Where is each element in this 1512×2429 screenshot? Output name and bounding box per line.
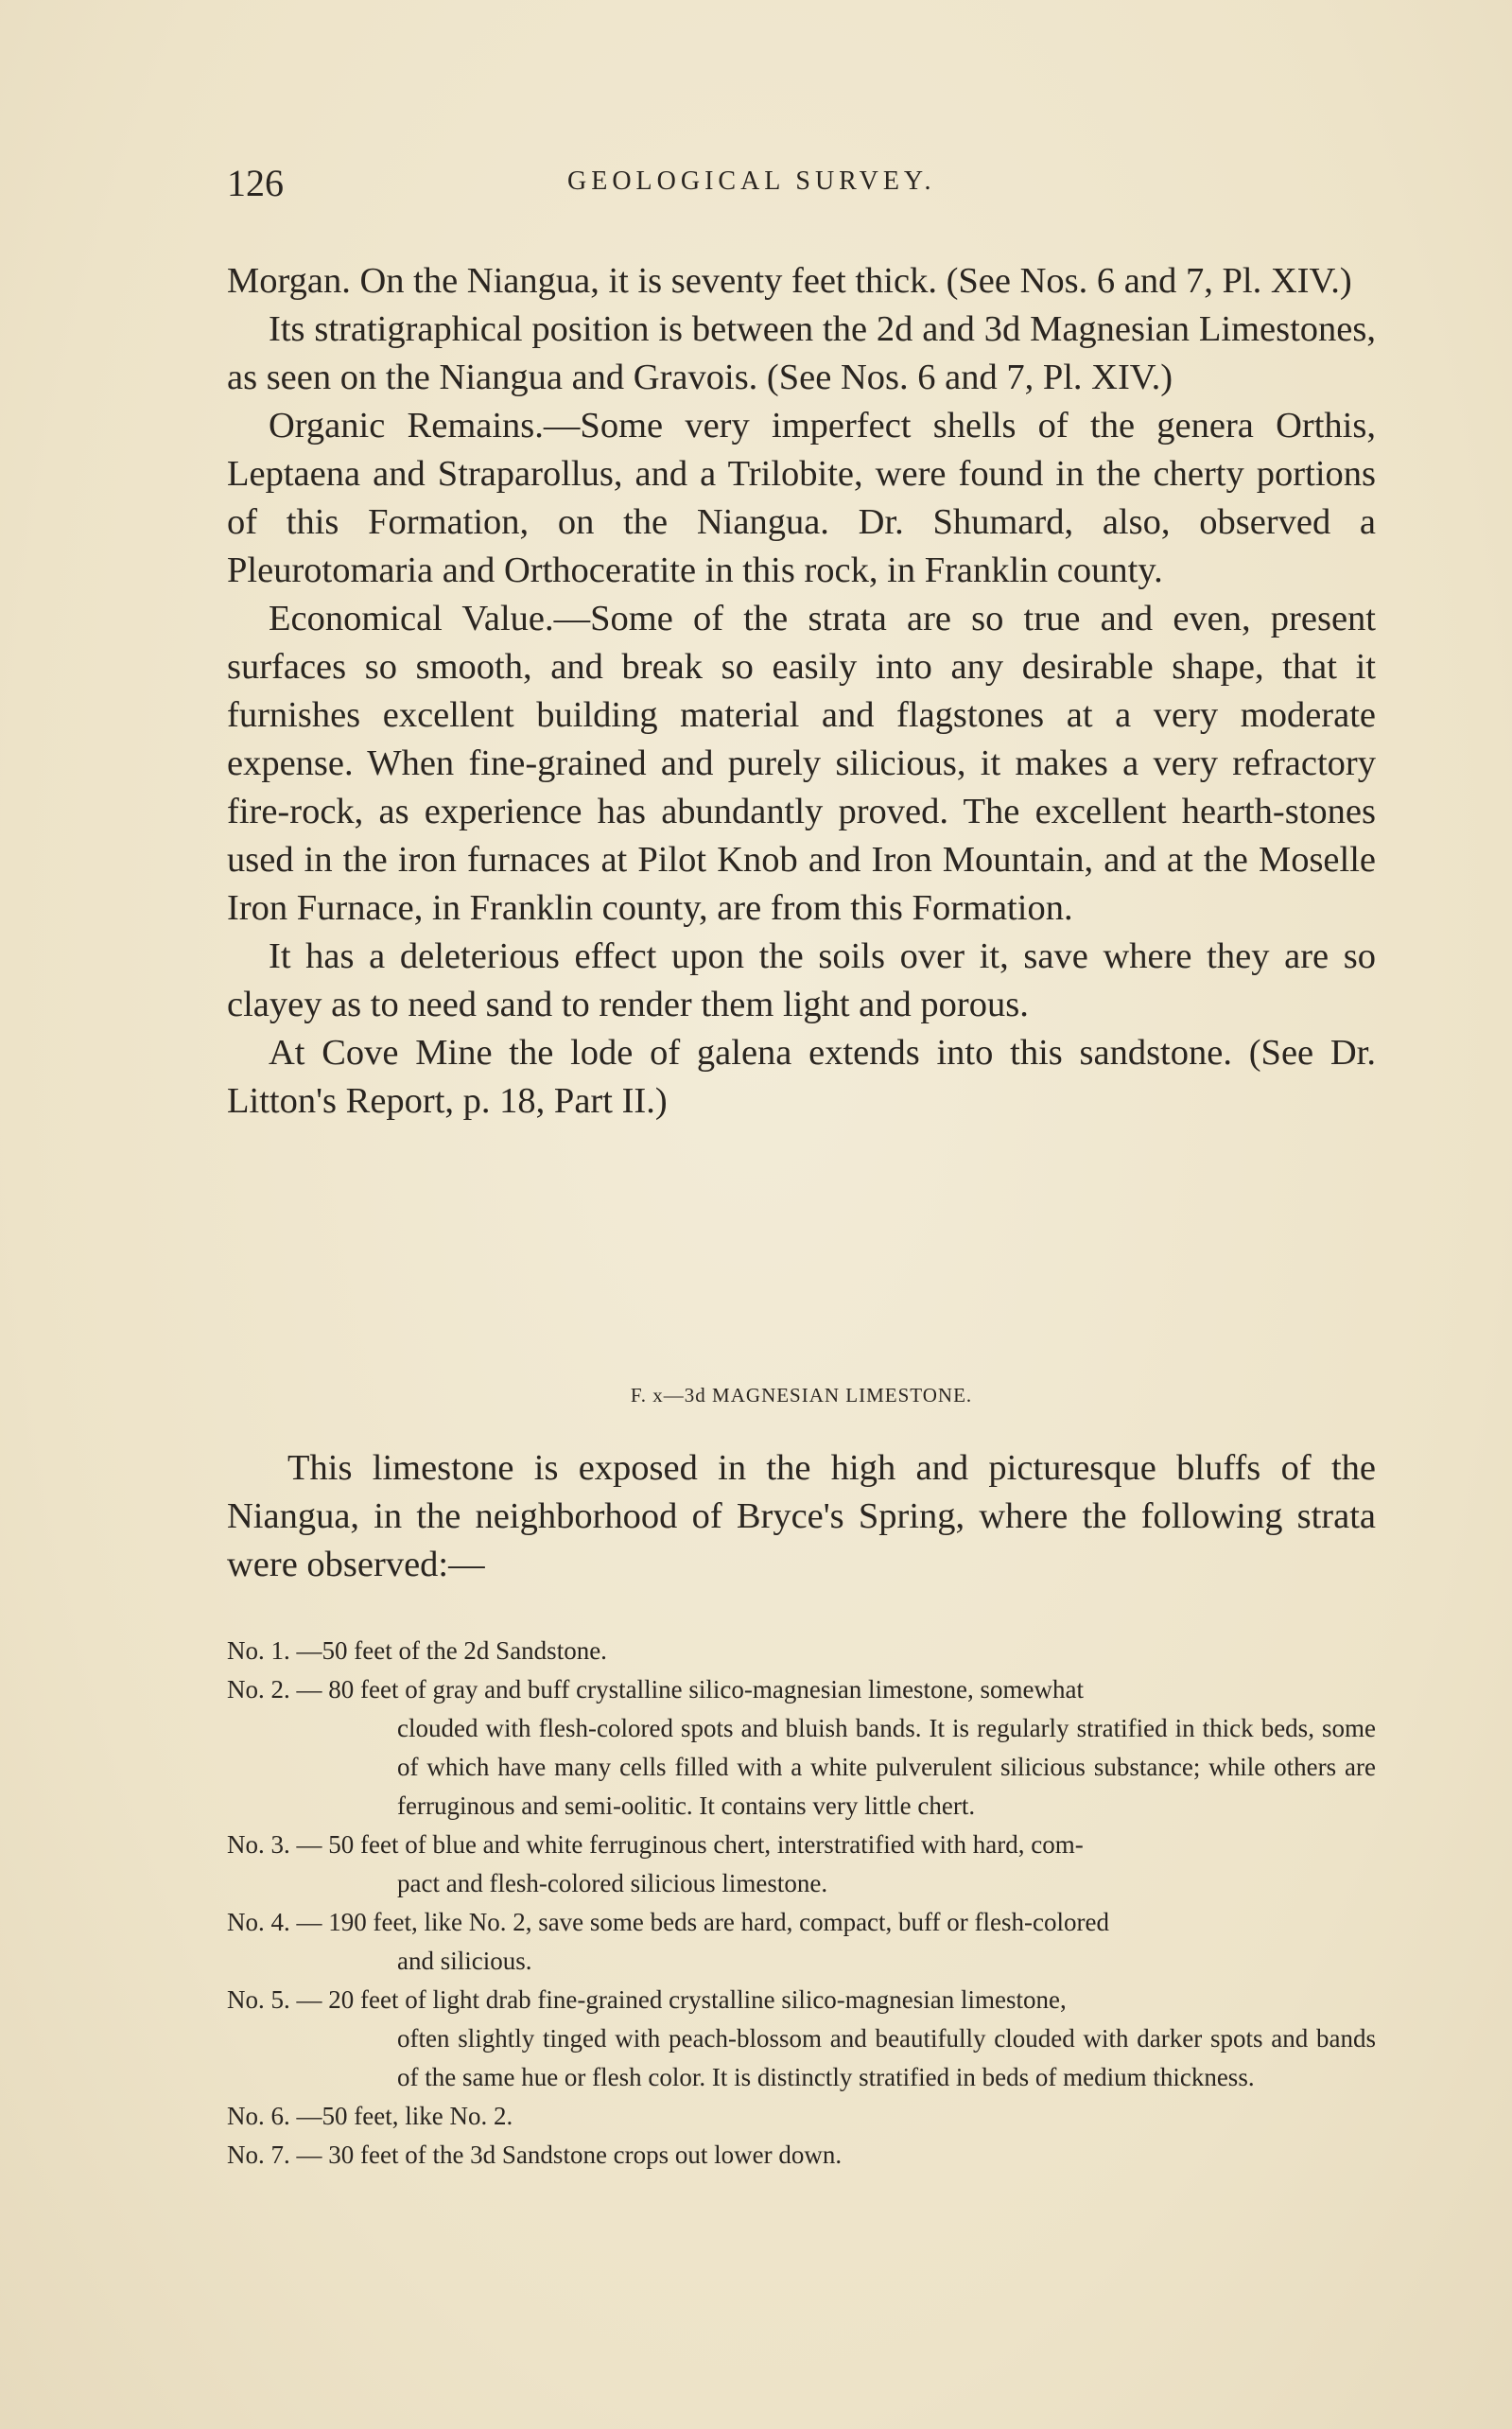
stratum-text-continued: pact and flesh-colored silicious limestone. — [397, 1869, 828, 1897]
stratum-label: No. 6. — [227, 2102, 290, 2130]
stratum-text: 80 feet of gray and buff crystalline silico-magnesian limestone, somewhat — [328, 1675, 1085, 1704]
strata-list — [227, 1632, 1376, 2175]
paragraph-economical-value: Economical Value.—Some of the strata are so true and even, present surfaces so smooth, and break so easily into any desirable shape, that it furnishes excellent building material and flagstones at a very moderate expense. When fine-grained and purely silicious, it makes a very refractory fire-rock, as experience has abundantly proved. The excellent hearth-stones used in the iron furnaces at Pilot Knob and Iron Mountain, and at the Moselle Iron Furnace, in Franklin county, are from this Formation. — [227, 599, 1376, 928]
section-intro — [227, 1444, 1376, 1589]
stratum-label: No. 7. — [227, 2141, 290, 2169]
page-header — [227, 161, 1376, 208]
stratum-text-continued: often slightly tinged with peach-blossom and beautifully clouded with darker spots and bands of the same hue or flesh color. It is distinctly stratified in beds of medium thickness. — [397, 2024, 1376, 2091]
stratum-label: No. 4. — [227, 1908, 290, 1936]
stratum-1: No. 1. — 50 feet of the 2d Sandstone. — [227, 1632, 1376, 1670]
stratum-4: No. 4. — 190 feet, like No. 2, save some beds are hard, compact, buff or flesh-colored and silicious. — [227, 1903, 1376, 1981]
stratum-text: 50 feet of blue and white ferruginous chert, interstratified with hard, com- — [328, 1830, 1084, 1859]
stratum-label: No. 2. — [227, 1675, 290, 1704]
paragraph-6: At Cove Mine the lode of galena extends into this sandstone. (See Dr. Litton's Report, p. 18, Part II.) — [227, 1033, 1376, 1121]
stratum-2: No. 2. — 80 feet of gray and buff crystalline silico-magnesian limestone, somewhat clouded with flesh-colored spots and bluish bands. It is regularly stratified in thick beds, some of which have many cells filled with a white pulverulent silicious substance; while others are ferruginous and semi-oolitic. It contains very little chert. — [227, 1670, 1376, 1826]
paragraph-5: It has a deleterious effect upon the soils over it, save where they are so clayey as to need sand to render them light and porous. — [227, 936, 1376, 1024]
section-intro-text: This limestone is exposed in the high and picturesque bluffs of the Niangua, in the neighborhood of Bryce's Spring, where the following strata were observed:— — [227, 1448, 1376, 1584]
section-heading: F. x—3d MAGNESIAN LIMESTONE. — [630, 1384, 973, 1407]
stratum-text: 30 feet of the 3d Sandstone crops out lower down. — [328, 2141, 843, 2169]
stratum-text: 50 feet, like No. 2. — [322, 2102, 513, 2130]
stratum-label: No. 3. — [227, 1830, 290, 1859]
stratum-text: 50 feet of the 2d Sandstone. — [322, 1636, 607, 1665]
paragraph-1: Morgan. On the Niangua, it is seventy feet thick. (See Nos. 6 and 7, Pl. XIV.) — [227, 261, 1352, 301]
stratum-5: No. 5. — 20 feet of light drab fine-grained crystalline silico-magnesian limestone, often slightly tinged with peach-blossom and beautifully clouded with darker spots and bands of the same hue or flesh color. It is distinctly stratified in beds of medium thickness. — [227, 1981, 1376, 2097]
stratum-label: No. 1. — [227, 1636, 290, 1665]
stratum-3: No. 3. — 50 feet of blue and white ferruginous chert, interstratified with hard, com- pact and flesh-colored silicious limestone. — [227, 1826, 1376, 1903]
stratum-6: No. 6. — 50 feet, like No. 2. — [227, 2097, 1376, 2136]
stratum-7: No. 7. — 30 feet of the 3d Sandstone crops out lower down. — [227, 2136, 1376, 2175]
stratum-text-continued: clouded with flesh-colored spots and bluish bands. It is regularly stratified in thick beds, some of which have many cells filled with a white pulverulent silicious substance; while others are ferruginous and semi-oolitic. It contains very little chert. — [397, 1714, 1376, 1820]
paragraph-organic-remains: Organic Remains.—Some very imperfect shells of the genera Orthis, Leptaena and Straparollus, and a Trilobite, were found in the cherty portions of this Formation, on the Niangua. Dr. Shumard, also, observed a Pleurotomaria and Orthoceratite in this rock, in Franklin county. — [227, 406, 1376, 590]
running-title: GEOLOGICAL SURVEY. — [567, 166, 936, 196]
stratum-text-continued: and silicious. — [397, 1947, 532, 1975]
stratum-label: No. 5. — [227, 1985, 290, 2014]
stratum-text: 20 feet of light drab fine-grained crystalline silico-magnesian limestone, — [328, 1985, 1067, 2014]
paragraph-2: Its stratigraphical position is between the 2d and 3d Magnesian Limestones, as seen on the Niangua and Gravois. (See Nos. 6 and 7, Pl. XIV.) — [227, 309, 1376, 397]
body-text — [227, 257, 1376, 1126]
page-number: 126 — [227, 162, 284, 204]
stratum-text: 190 feet, like No. 2, save some beds are hard, compact, buff or flesh-colored — [328, 1908, 1109, 1936]
